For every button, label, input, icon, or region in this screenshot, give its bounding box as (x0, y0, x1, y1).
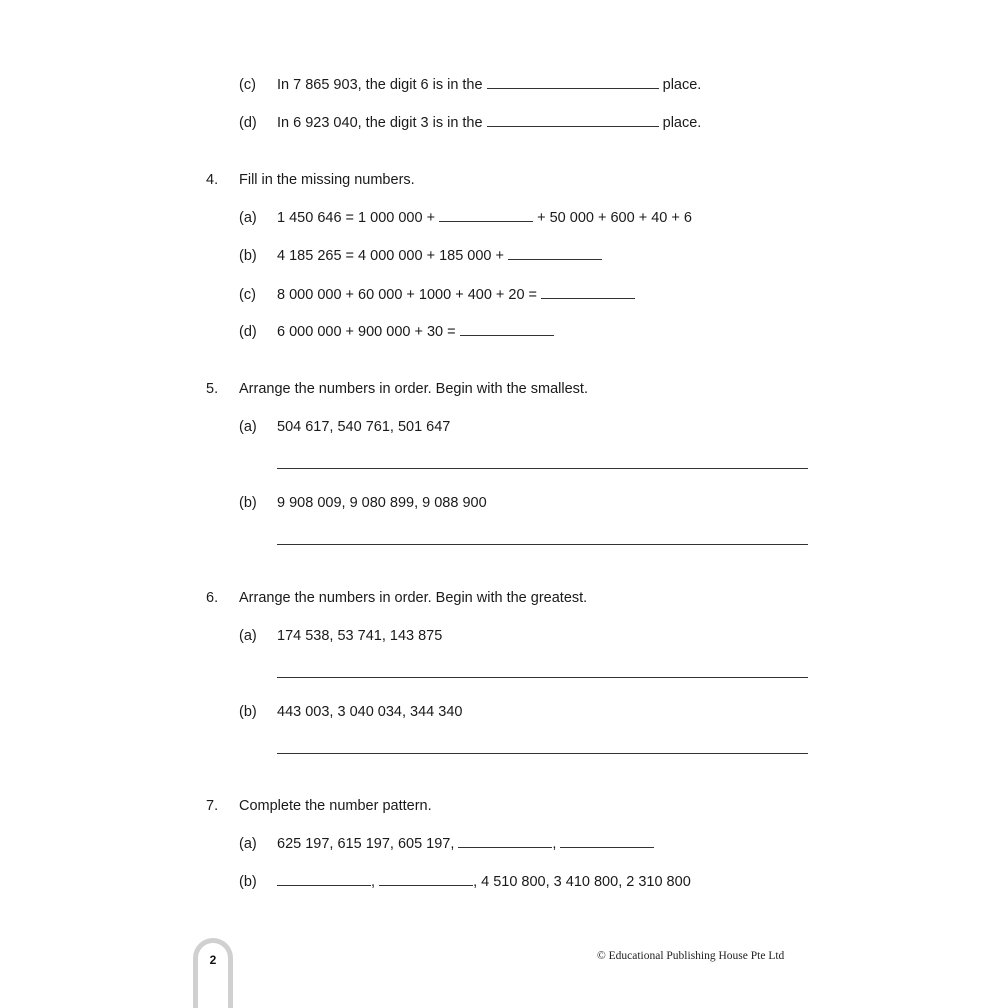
q4d-row (0, 322, 1000, 342)
q5a-numbers: 504 617, 540 761, 501 647 (277, 419, 451, 435)
q3c-row (0, 75, 1000, 95)
page-number-tab (193, 938, 233, 1008)
q3c-before: In 7 865 903, the digit 6 is in the (277, 77, 483, 93)
q4b-row (0, 246, 1000, 266)
q4d-text (277, 322, 554, 342)
q3c-label: (c) (239, 77, 256, 93)
q7a-separator: , (552, 836, 557, 852)
q3c-answer-blank[interactable] (487, 87, 659, 89)
q4d-label: (d) (239, 324, 257, 340)
q5-prompt: Arrange the numbers in order. Begin with the smallest. (239, 381, 588, 397)
q7a-text (277, 834, 654, 854)
q5-number: 5. (206, 381, 219, 397)
q4b-label: (b) (239, 248, 257, 264)
q5b-answer-line[interactable] (277, 544, 808, 545)
q4b-before: 4 185 265 = 4 000 000 + 185 000 + (277, 248, 504, 264)
q4d-before: 6 000 000 + 900 000 + 30 = (277, 324, 456, 340)
q7a-given: 625 197, 615 197, 605 197, (277, 836, 455, 852)
q4a-label: (a) (239, 210, 257, 226)
q4d-answer-blank[interactable] (460, 334, 554, 336)
q4c-text (277, 285, 635, 305)
q4a-before: 1 450 646 = 1 000 000 + (277, 210, 436, 226)
q4c-label: (c) (239, 287, 256, 303)
q3d-after: place. (662, 115, 702, 131)
q4c-answer-blank[interactable] (541, 297, 635, 299)
q4b-text (277, 246, 602, 266)
q3c-after: place. (662, 77, 702, 93)
q7-heading (0, 796, 1000, 816)
q3d-text (277, 113, 701, 133)
q6a-label: (a) (239, 628, 257, 644)
q5a-answer-line[interactable] (277, 468, 808, 469)
q4-number: 4. (206, 172, 219, 188)
q4a-after: + 50 000 + 600 + 40 + 6 (537, 210, 692, 226)
q5a-label: (a) (239, 419, 257, 435)
q3d-answer-blank[interactable] (487, 125, 659, 127)
q4a-text (277, 208, 692, 228)
q4a-row (0, 208, 1000, 228)
q4c-row (0, 285, 1000, 305)
q3c-text (277, 75, 701, 95)
q3d-row (0, 113, 1000, 133)
q7a-label: (a) (239, 836, 257, 852)
q6a-row (0, 626, 1000, 646)
q7-number: 7. (206, 798, 219, 814)
q6-heading (0, 588, 1000, 608)
q7b-row (0, 872, 1000, 892)
q7b-given: , 4 510 800, 3 410 800, 2 310 800 (473, 874, 691, 890)
q7b-answer-blank-1[interactable] (277, 884, 371, 886)
q6-number: 6. (206, 590, 219, 606)
q6b-numbers: 443 003, 3 040 034, 344 340 (277, 704, 463, 720)
q4c-before: 8 000 000 + 60 000 + 1000 + 400 + 20 = (277, 287, 538, 303)
q4-heading (0, 170, 1000, 190)
q7-prompt: Complete the number pattern. (239, 798, 432, 814)
q6a-numbers: 174 538, 53 741, 143 875 (277, 628, 443, 644)
q5b-label: (b) (239, 495, 257, 511)
q6b-row (0, 702, 1000, 722)
q5b-numbers: 9 908 009, 9 080 899, 9 088 900 (277, 495, 487, 511)
q6a-answer-line[interactable] (277, 677, 808, 678)
q4a-answer-blank[interactable] (439, 220, 533, 222)
q7b-label: (b) (239, 874, 257, 890)
q6b-label: (b) (239, 704, 257, 720)
q5a-row (0, 417, 1000, 437)
q7a-row (0, 834, 1000, 854)
q3d-label: (d) (239, 115, 257, 131)
q7b-separator: , (371, 874, 376, 890)
q3d-before: In 6 923 040, the digit 3 is in the (277, 115, 483, 131)
q7a-answer-blank-1[interactable] (458, 846, 552, 848)
q5-heading (0, 379, 1000, 399)
q5b-row (0, 493, 1000, 513)
q6-prompt: Arrange the numbers in order. Begin with the greatest. (239, 590, 588, 606)
q7b-answer-blank-2[interactable] (379, 884, 473, 886)
q7a-answer-blank-2[interactable] (560, 846, 654, 848)
copyright-notice: © Educational Publishing House Pte Ltd (597, 950, 785, 962)
q6b-answer-line[interactable] (277, 753, 808, 754)
q4b-answer-blank[interactable] (508, 258, 602, 260)
q7b-text (277, 872, 691, 892)
q4-prompt: Fill in the missing numbers. (239, 172, 415, 188)
page-number: 2 (209, 953, 217, 967)
